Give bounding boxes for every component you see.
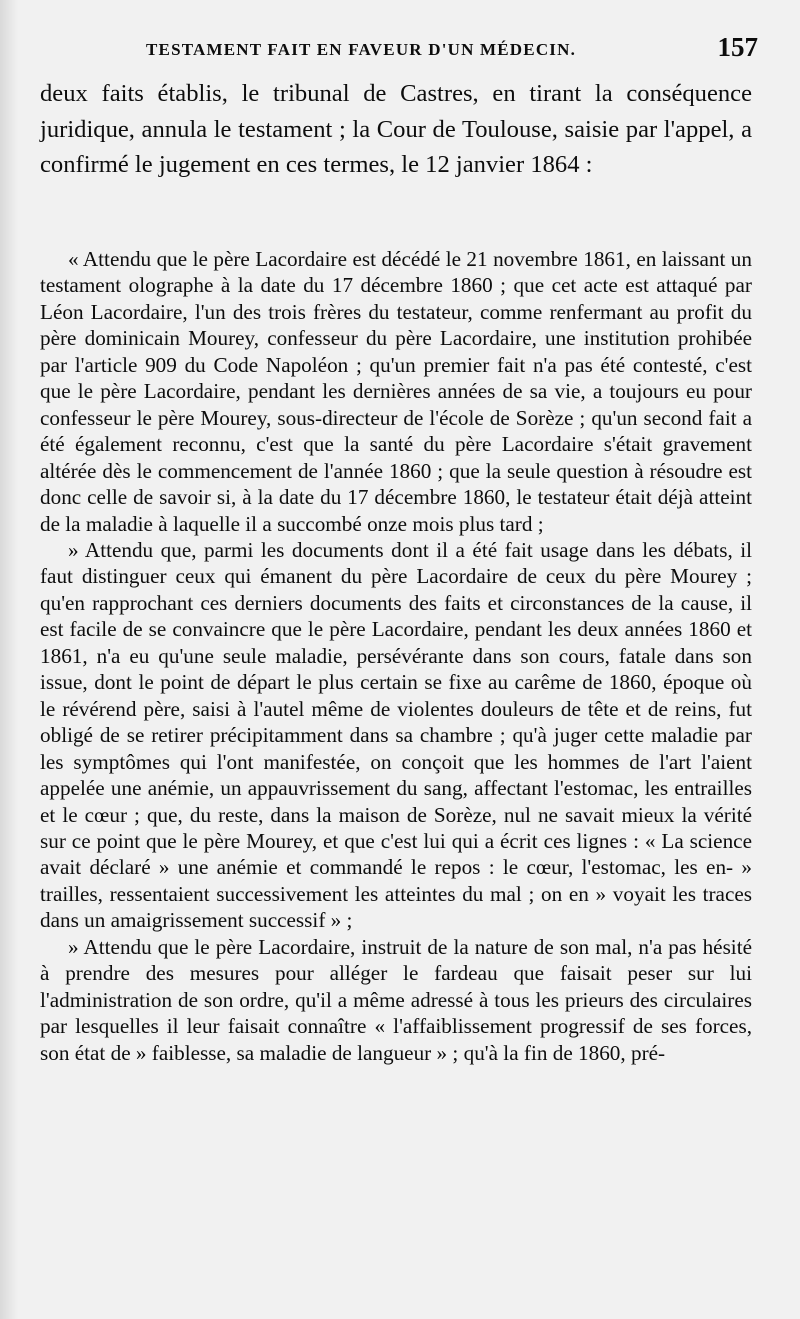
running-head: TESTAMENT FAIT EN FAVEUR D'UN MÉDECIN. bbox=[146, 40, 577, 59]
judgment-paragraph-3: » Attendu que le père Lacordaire, instruit de la nature de son mal, n'a pas hésité à prendre des mesures pour alléger le fardeau que faisait peser sur lui l'administration de son ordre, qu'il a même adressé à tous les prieurs des circulaires par lesquelles il leur faisait connaître « l'affaiblissement progressif de ses forces, son état de » faiblesse, sa maladie de langueur » ; qu'à la fin de 1860, pré- bbox=[40, 934, 752, 1065]
intro-text: deux faits établis, le tribunal de Castres, en tirant la conséquence juridique, annula le testament ; la Cour de Toulouse, saisie par l'appel, a confirmé le jugement en ces termes, le 12 janvier 1864 : bbox=[40, 80, 752, 178]
quoted-judgment bbox=[40, 246, 752, 1066]
judgment-paragraph-1: « Attendu que le père Lacordaire est décédé le 21 novembre 1861, en laissant un testament olographe à la date du 17 décembre 1860 ; que cet acte est attaqué par Léon Lacordaire, l'un des trois frères du testateur, comme renfermant au profit du père dominicain Mourey, confesseur du père Lacordaire, une institution prohibée par l'article 909 du Code Napoléon ; qu'un premier fait n'a pas été contesté, c'est que le père Lacordaire, pendant les dernières années de sa vie, a toujours eu pour confesseur le père Mourey, sous-directeur de l'école de Sorèze ; qu'un second fait a été également reconnu, c'est que la santé du père Lacordaire s'était gravement altérée dès le commencement de l'année 1860 ; que la seule question à résoudre est donc celle de savoir si, à la date du 17 décembre 1860, le testateur était déjà atteint de la maladie à laquelle il a succombé onze mois plus tard ; bbox=[40, 247, 752, 536]
page-number: 157 bbox=[717, 32, 758, 62]
intro-paragraph bbox=[40, 76, 752, 183]
page-header bbox=[40, 32, 760, 68]
page-edge-shadow bbox=[0, 0, 18, 1319]
judgment-paragraph-2: » Attendu que, parmi les documents dont il a été fait usage dans les débats, il faut distinguer ceux qui émanent du père Lacordaire de ceux du père Mourey ; qu'en rapprochant ces derniers documents des faits et circonstances de la cause, il est facile de se convaincre que le père Lacordaire, pendant les deux années 1860 et 1861, n'a eu qu'une seule maladie, persévérante dans son cours, fatale dans son issue, dont le point de départ le plus certain se fixe au carême de 1860, époque où le révérend père, saisi à l'autel même de violentes douleurs de tête et de reins, fut obligé de se retirer précipitamment dans sa chambre ; qu'à juger cette maladie par les symptômes qui l'ont manifestée, on conçoit que les hommes de l'art l'aient appelée une anémie, un appauvrissement du sang, affectant l'estomac, les entrailles et le cœur ; que, du reste, dans la maison de Sorèze, nul ne savait mieux la vérité sur ce point que le père Mourey, et que c'est lui qui a écrit ces lignes : « La science avait déclaré » une anémie et commandé le repos : le cœur, l'estomac, les en- » trailles, ressentaient successivement les atteintes du mal ; on en » voyait les traces dans un amaigrissement successif » ; bbox=[40, 537, 752, 933]
